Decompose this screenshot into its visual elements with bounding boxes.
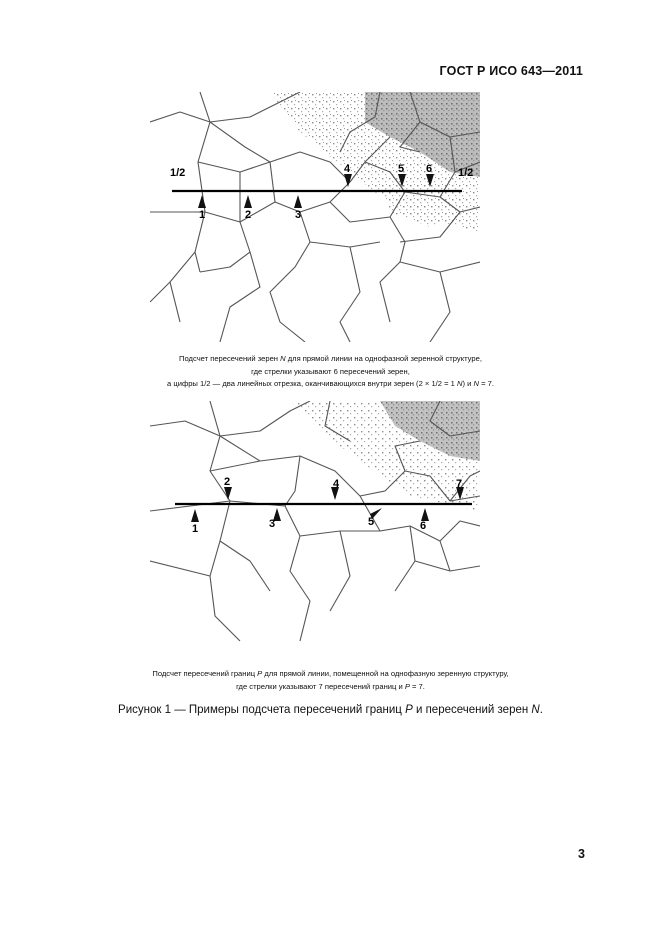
document-header: ГОСТ Р ИСО 643—2011 xyxy=(439,64,583,78)
figure-title: Рисунок 1 — Примеры подсчета пересечений границ P и пересечений зерен N. xyxy=(118,704,543,716)
label-1: 1 xyxy=(199,209,206,221)
label-half-left: 1/2 xyxy=(170,167,186,179)
figure2-caption xyxy=(0,668,661,693)
label-5: 5 xyxy=(368,516,375,528)
grain-micrograph-2 xyxy=(150,401,480,654)
caption1-line1: Подсчет пересечений зерен N для прямой линии на однофазной зеренной структуре, xyxy=(179,354,482,363)
grain-micrograph-1 xyxy=(150,92,480,342)
caption2-line2: где стрелки указывают 7 пересечений границ и P = 7. xyxy=(236,681,425,691)
label-4: 4 xyxy=(333,478,340,490)
label-2: 2 xyxy=(224,476,231,488)
label-2: 2 xyxy=(245,209,252,221)
caption1-line3: а цифры 1/2 — два линейных отрезка, оканчивающихся внутри зерен (2 × 1/2 = 1 N) и N = 7. xyxy=(167,379,494,388)
caption2-line1: Подсчет пересечений границ P для прямой линии, помещенной на однофазную зеренную структуру, xyxy=(152,669,509,678)
page-number: 3 xyxy=(578,847,585,861)
label-1: 1 xyxy=(192,523,199,535)
label-half-right: 1/2 xyxy=(458,167,474,179)
grain-structure-illustration-2 xyxy=(150,401,480,654)
label-3: 3 xyxy=(295,209,302,221)
label-3: 3 xyxy=(269,518,276,530)
caption1-line2: где стрелки указывают 6 пересечений зерен, xyxy=(251,366,410,376)
figure1-caption xyxy=(0,353,661,391)
label-7: 7 xyxy=(456,478,463,490)
label-6: 6 xyxy=(420,520,427,532)
label-6: 6 xyxy=(426,163,433,175)
grain-structure-illustration-1 xyxy=(150,92,480,342)
label-4: 4 xyxy=(344,163,351,175)
label-5: 5 xyxy=(398,163,405,175)
